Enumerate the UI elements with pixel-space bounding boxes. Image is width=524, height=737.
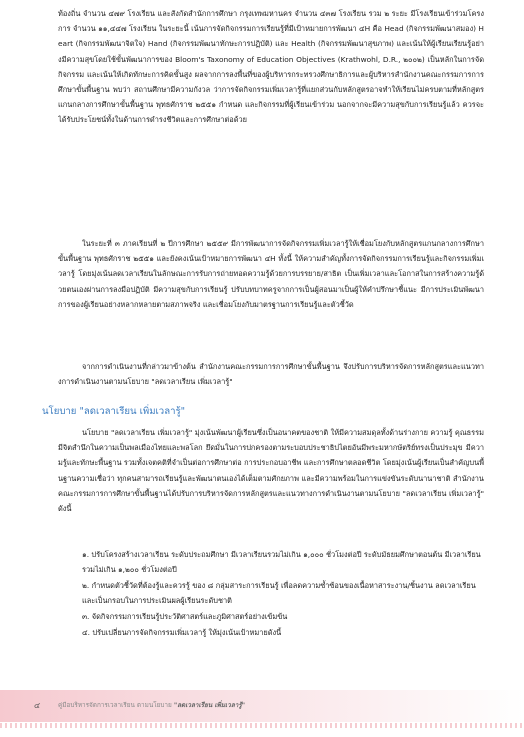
list-number: ๓. — [82, 612, 90, 621]
page-number: ๔ — [34, 701, 41, 710]
page-footer — [0, 690, 524, 730]
paragraph-phase-three: ในระยะที่ ๓ ภาคเรียนที่ ๒ ปีการศึกษา ๒๕๕๙ มีการพัฒนาการจัดกิจกรรมเพิ่มเวลารู้ให้เชื่อมโยงกับหลักสูตรแกนกลางการศึกษาขั้นพื้นฐาน พุทธศักราช ๒๕๕๑ และยังคงเน้นเป้าหมายการพัฒนา ๔H ทั้งนี้ ให้ความสำคัญทั้งการจัดกิจกรรมการเรียนรู้และกิจกรรมเพิ่มเวลารู้ โดยมุ่งเน้นลดเวลาเรียนในลักษณะการรับการถ่ายทอดความรู้ด้วยการบรรยาย/สาธิต เป็นเพิ่มเวลาและโอกาสในการสร้างความรู้ด้วยตนเองผ่านการลงมือปฏิบัติ มีความสุขกับการเรียนรู้ ปรับบทบาทครูจากการเป็นผู้สอนมาเป็นผู้ให้คำปรึกษาชี้แนะ มีการประเมินพัฒนาการของผู้เรียนอย่างหลากหลายตามสภาพจริง และเชื่อมโยงกับมาตรฐานการเรียนรู้และตัวชี้วัด — [58, 239, 484, 309]
list-text: จัดกิจกรรมการเรียนรู้ประวัติศาสตร์และภูมิศาสตร์อย่างเข้มข้น — [91, 612, 288, 621]
list-text: กำหนดตัวชี้วัดที่ต้องรู้และควรรู้ ของ ๘ กลุ่มสาระการเรียนรู้ เพื่อลดความซ้ำซ้อนของเนื้อหาสาระงาน/ชิ้นงาน ลดเวลาเรียน และเป็นกรอบในการประเมินผลผู้เรียนระดับชาติ — [82, 581, 476, 606]
paragraph-intro-continued: ท้องถิ่น จำนวน ๔๗๙ โรงเรียน และสังกัดสำนักการศึกษา กรุงเทพมหานคร จำนวน ๔๓๗ โรงเรียน รวม ๒ ระยะ มีโรงเรียนเข้าร่วมโครงการ จำนวน ๑๑,๔๔๗ โรงเรียน ในระยะนี้ เน้นการจัดกิจกรรมการเรียนรู้ที่มีเป้าหมายการพัฒนา ๔H คือ Head (กิจกรรมพัฒนาสมอง) Heart (กิจกรรมพัฒนาจิตใจ) Hand (กิจกรรมพัฒนาทักษะการปฏิบัติ) และ Health (กิจกรรมพัฒนาสุขภาพ) และเน้นให้ผู้เรียนเรียนรู้อย่างมีความสุขโดยใช้ขั้นพัฒนาการของ Bloom's Taxonomy of Education Objectives (Krathwohl, D.R., ๒๐๐๒) เป็นหลักในการจัดกิจกรรม และเน้นให้เกิดทักษะการคิดขั้นสูง ผลจากการลงพื้นที่ของผู้บริหารกระทรวงศึกษาธิการและผู้บริหารสำนักงานคณะกรรมการการศึกษาขั้นพื้นฐาน พบว่า สถานศึกษามีความกังวล ว่าการจัดกิจกรรมเพิ่มเวลารู้ที่แยกส่วนกับหลักสูตรอาจทำให้เรียนไม่ครบตามที่หลักสูตรแกนกลางการศึกษาขั้นพื้นฐาน พุทธศักราช ๒๕๕๑ กำหนด และกิจกรรมที่ผู้เรียนเข้าร่วม นอกจากจะมีความสุขกับการเรียนรู้แล้ว ควรจะได้รับประโยชน์ทั้งในด้านการดำรงชีวิตและการศึกษาต่อด้วย — [58, 9, 484, 125]
section-heading-policy: นโยบาย "ลดเวลาเรียน เพิ่มเวลารู้" — [42, 406, 186, 417]
list-item — [58, 609, 484, 624]
footer-stripe — [0, 723, 524, 728]
paragraph-operations: จากการดำเนินงานที่กล่าวมาข้างต้น สำนักงานคณะกรรมการการศึกษาขั้นพื้นฐาน จึงปรับการบริหารจัดการหลักสูตรและแนวทางการดำเนินงานตามนโยบาย "ลดเวลาเรียน เพิ่มเวลารู้" — [58, 362, 484, 387]
list-item — [58, 578, 484, 608]
list-text: ปรับโครงสร้างเวลาเรียน ระดับประถมศึกษา มีเวลาเรียนรวมไม่เกิน ๑,๐๐๐ ชั่วโมงต่อปี ระดับมัธยมศึกษาตอนต้น มีเวลาเรียนรวมไม่เกิน ๑,๒๐๐ ชั่วโมงต่อปี — [82, 550, 481, 575]
footer-title — [58, 700, 245, 710]
footer-title-prefix: คู่มือบริหารจัดการเวลาเรียน ตามนโยบาย — [58, 701, 172, 709]
footer-title-emphasis: "ลดเวลาเรียน เพิ่มเวลารู้" — [173, 701, 246, 709]
list-item — [58, 625, 484, 640]
paragraph-policy: นโยบาย "ลดเวลาเรียน เพิ่มเวลารู้" มุ่งเน้นพัฒนาผู้เรียนซึ่งเป็นอนาคตของชาติ ให้มีความสมดุลทั้งด้านร่างกาย ความรู้ คุณธรรม มีจิตสำนึกในความเป็นพลเมืองไทยและพลโลก ยึดมั่นในการปกครองตามระบอบประชาธิปไตยอันมีพระมหากษัตริย์ทรงเป็นประมุข มีความรู้และทักษะพื้นฐาน รวมทั้งเจตคติที่จำเป็นต่อการศึกษาต่อ การประกอบอาชีพ และการศึกษาตลอดชีวิต โดยมุ่งเน้นผู้เรียนเป็นสำคัญบนพื้นฐานความเชื่อว่า ทุกคนสามารถเรียนรู้และพัฒนาตนเองได้เต็มตามศักยภาพ และมีความพร้อมในการแข่งขันระดับนานาชาติ สำนักงานคณะกรรมการการศึกษาขั้นพื้นฐานได้ปรับการบริหารจัดการหลักสูตรและแนวทางการดำเนินงานตามนโยบาย "ลดเวลาเรียน เพิ่มเวลารู้" ดังนี้ — [58, 428, 484, 514]
list-number: ๔. — [82, 628, 90, 637]
list-number: ๑. — [82, 550, 90, 559]
list-text: ปรับเปลี่ยนการจัดกิจกรรมเพิ่มเวลารู้ ให้มุ่งเน้นเป้าหมายดังนี้ — [92, 628, 282, 637]
list-item — [58, 547, 484, 577]
list-number: ๒. — [82, 581, 90, 590]
